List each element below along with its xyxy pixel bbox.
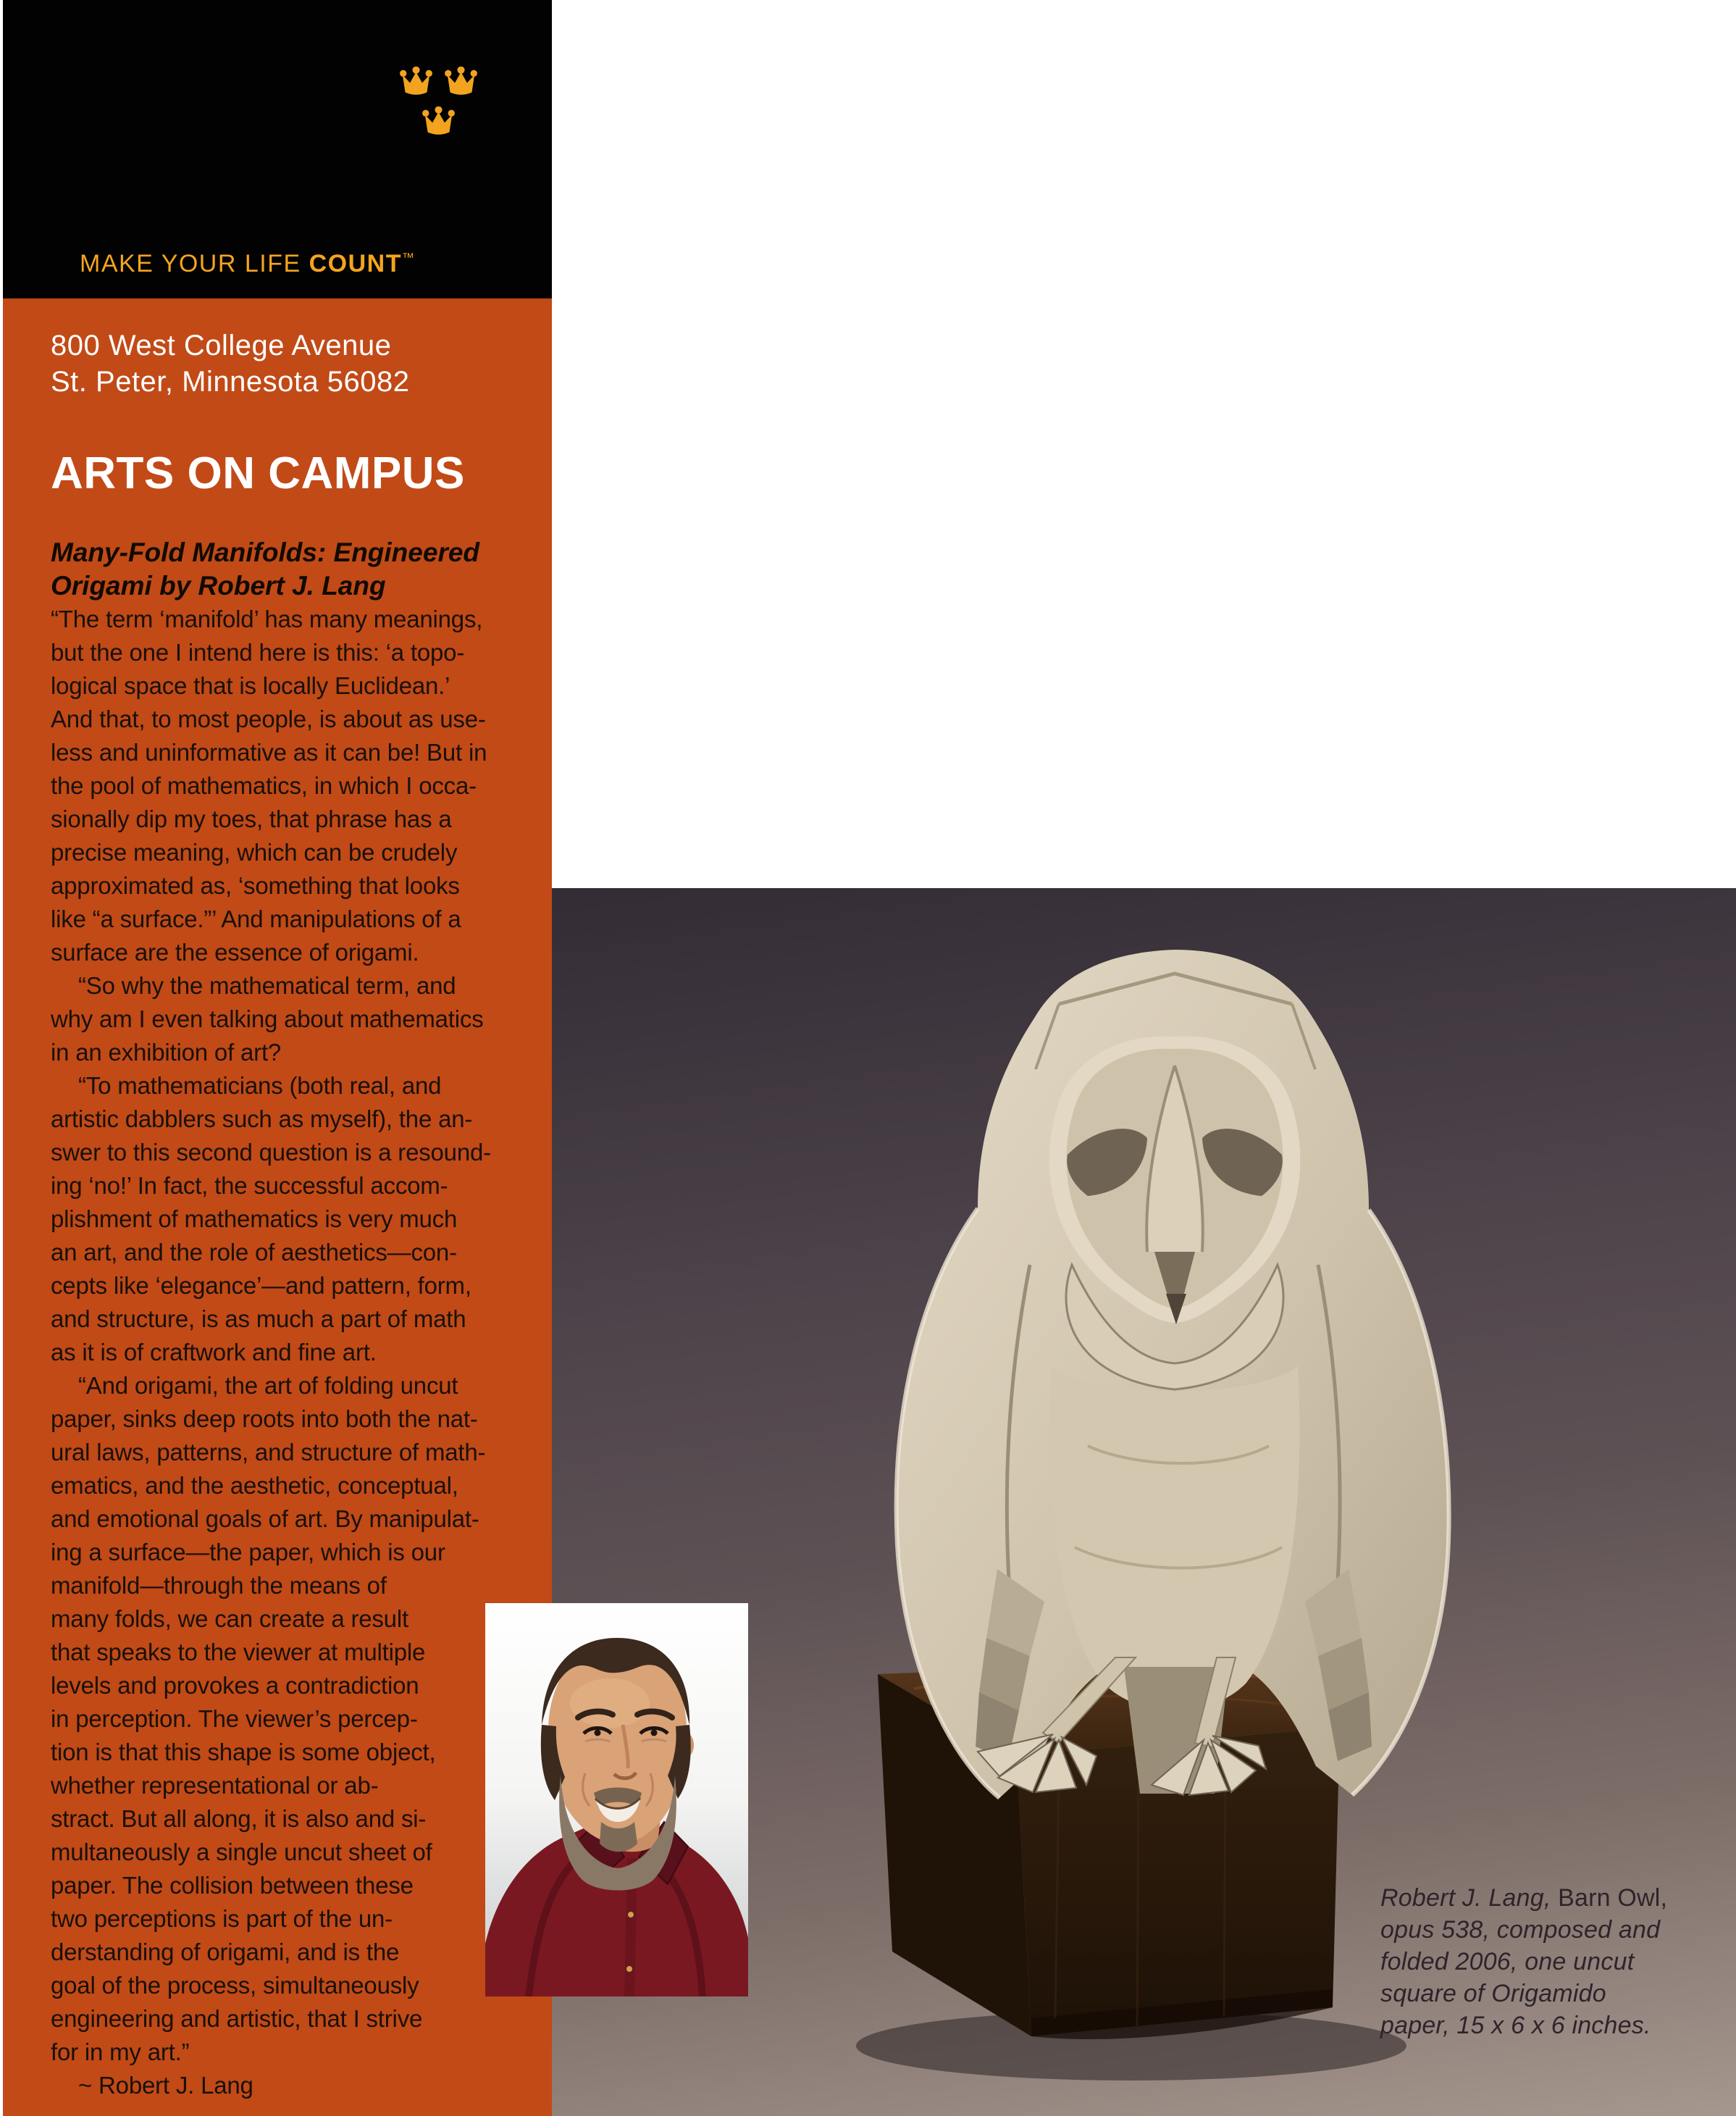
article-line: levels and provokes a contradiction [51, 1672, 419, 1699]
article-line: “To mathematicians (both real, and [78, 1072, 442, 1099]
article-line: “The term ‘manifold’ has many meanings, [51, 606, 483, 632]
article-line: artistic dabblers such as myself), the an- [51, 1105, 473, 1132]
crown-icon [400, 67, 432, 98]
article-line: Many-Fold Manifolds: Engineered [51, 538, 480, 567]
article-line: two perceptions is part of the un- [51, 1905, 393, 1932]
article-line: why am I even talking about mathematics [51, 1005, 484, 1032]
article-line: “And origami, the art of folding uncut [78, 1372, 458, 1399]
article-line: less and uninformative as it can be! But in [51, 739, 487, 766]
caption-line: opus 538, composed and [1380, 1916, 1661, 1944]
crown-icon [445, 67, 477, 98]
mailing-address [51, 327, 410, 400]
photo-caption [1380, 1882, 1667, 2041]
robert-j-lang-portrait-illustration [485, 1603, 748, 1996]
article-line: and emotional goals of art. By manipulat- [51, 1505, 479, 1532]
article-line: sionally dip my toes, that phrase has a [51, 806, 452, 832]
caption-work-title: Barn Owl, [1551, 1884, 1668, 1912]
sidebar [3, 298, 552, 2116]
article-line: ~ Robert J. Lang [78, 2072, 253, 2099]
caption-line-1 [1380, 1882, 1667, 1914]
article-line: ing ‘no!’ In fact, the successful accom- [51, 1172, 448, 1199]
article-line: ematics, and the aesthetic, conceptual, [51, 1472, 458, 1499]
article-line: And that, to most people, is about as use- [51, 706, 486, 732]
article-line: manifold—through the means of [51, 1572, 387, 1599]
address-line-1: 800 West College Avenue [51, 330, 392, 361]
article-line: the pool of mathematics, in which I occa- [51, 772, 477, 799]
caption-line: square of Origamido [1380, 1980, 1606, 2007]
section-title: ARTS ON CAMPUS [51, 448, 465, 498]
caption-artist: Robert J. Lang, [1380, 1884, 1551, 1912]
brand-panel [3, 0, 552, 298]
article-line: ural laws, patterns, and structure of math- [51, 1439, 486, 1465]
article-line: that speaks to the viewer at multiple [51, 1639, 426, 1665]
article-line: as it is of craftwork and fine art. [51, 1339, 377, 1366]
article-line: Origami by Robert J. Lang [51, 571, 386, 601]
tagline-text: MAKE YOUR LIFE [80, 250, 309, 277]
portrait-photo [485, 1603, 748, 1996]
brand-tagline [80, 243, 415, 277]
article-line: precise meaning, which can be crudely [51, 839, 458, 866]
caption-line: paper, 15 x 6 x 6 inches. [1380, 2012, 1651, 2039]
caption-line: folded 2006, one uncut [1380, 1948, 1635, 1975]
article-line: for in my art.” [51, 2038, 190, 2065]
article-line: but the one I intend here is this: ‘a topo- [51, 639, 465, 666]
crown-icon [422, 106, 455, 138]
article-line: plishment of mathematics is very much [51, 1205, 458, 1232]
article-line: and structure, is as much a part of math [51, 1305, 466, 1332]
article-line: surface are the essence of origami. [51, 939, 419, 966]
article-line: paper, sinks deep roots into both the nat- [51, 1405, 478, 1432]
article-line: logical space that is locally Euclidean.’ [51, 672, 450, 699]
tagline-emphasis: COUNT [309, 250, 403, 277]
article-line: “So why the mathematical term, and [78, 972, 456, 999]
article-line: in an exhibition of art? [51, 1039, 282, 1066]
address-line-2: St. Peter, Minnesota 56082 [51, 366, 410, 398]
origami-owl [897, 950, 1449, 1798]
article-line: in perception. The viewer’s percep- [51, 1705, 418, 1732]
article-line: an art, and the role of aesthetics—con- [51, 1239, 457, 1266]
article-line: swer to this second question is a resound- [51, 1139, 491, 1166]
trademark-symbol: ™ [402, 251, 415, 264]
article-line: whether representational or ab- [51, 1772, 379, 1799]
article-line: derstanding of origami, and is the [51, 1939, 400, 1965]
article-line: paper. The collision between these [51, 1872, 414, 1899]
article-line: ing a surface—the paper, which is our [51, 1539, 445, 1565]
article-line: cepts like ‘elegance’—and pattern, form, [51, 1272, 471, 1299]
article-line: approximated as, ‘something that looks [51, 872, 460, 899]
article-line: like “a surface.”’ And manipulations of a [51, 906, 461, 932]
article-line: multaneously a single uncut sheet of [51, 1839, 432, 1865]
caption-rest [1380, 1914, 1667, 2041]
article-line: stract. But all along, it is also and si- [51, 1805, 427, 1832]
article-line: many folds, we can create a result [51, 1605, 408, 1632]
article-line: tion is that this shape is some object, [51, 1739, 436, 1765]
article-text [51, 536, 550, 2102]
article-line: engineering and artistic, that I strive [51, 2005, 423, 2032]
article-line: goal of the process, simultaneously [51, 1972, 419, 1999]
three-crowns-logo [400, 65, 481, 139]
